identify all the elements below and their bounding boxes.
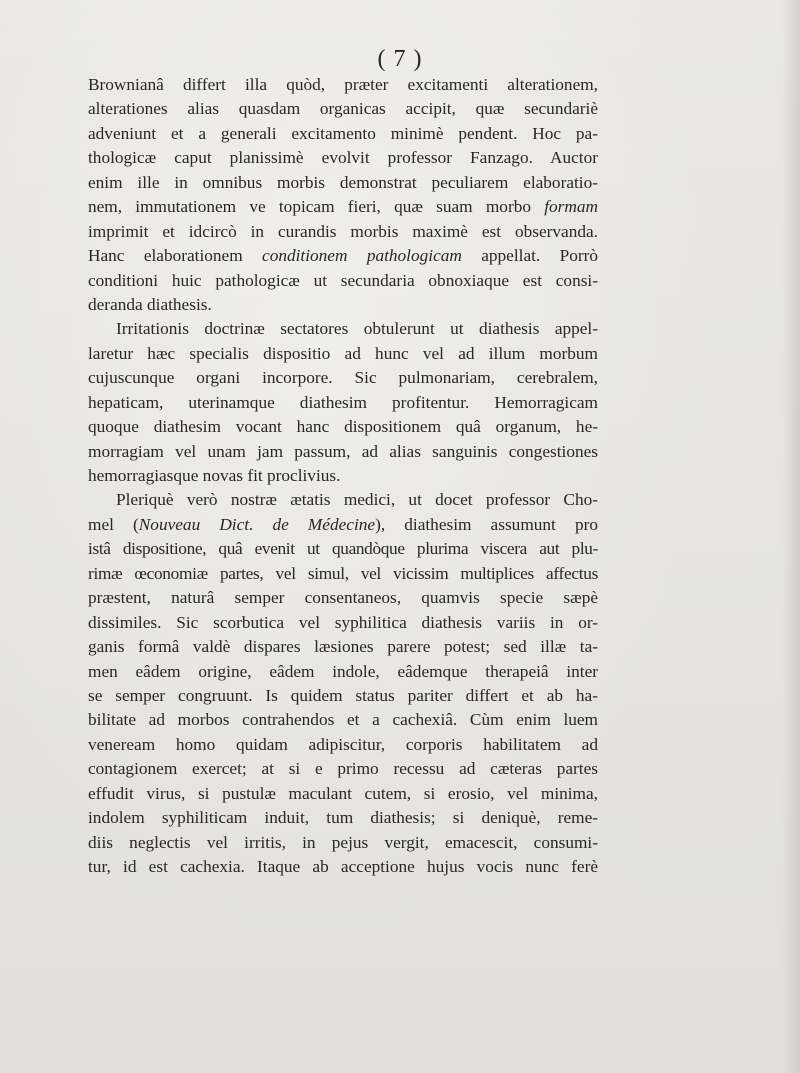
page-edge-shadow [782,0,800,1073]
text-run: mel ( [88,514,139,534]
page-number: ( 7 ) [377,46,423,72]
text-line [88,513,598,537]
text-line: alterationes alias quasdam organicas accipit, quæ secundariè [88,99,598,119]
text-line: conditioni huic pathologicæ ut secundaria obnoxiaque est consi- [88,270,598,290]
text-line: hemorragiasque novas fit proclivius. [88,466,341,485]
text-run: ), diathesim assumunt pro [375,514,598,534]
text-line: tur, id est cachexia. Itaque ab acceptione hujus vocis nunc ferè [88,857,598,876]
text-line: Irritationis doctrinæ sectatores obtulerunt ut diathesis appel- [116,319,598,339]
body-text [88,73,598,879]
text-line: hepaticam, uterinamque diathesim profitentur. Hemorragicam [88,392,598,412]
text-line: deranda diathesis. [88,294,212,314]
text-line: præstent, naturâ semper consentaneos, quamvis specie sæpè [88,588,598,608]
text-line: contagionem exercet; at si e primo recessu ad cæteras partes [88,759,598,779]
text-line [88,195,598,219]
text-line: rimæ œconomiæ partes, vel simul, vel vicissim multiplices affectus [88,563,598,583]
text-line: istâ dispositione, quâ evenit ut quandòque plurima viscera aut plu- [88,539,598,559]
text-line: adveniunt et a generali excitamento minimè pendent. Hoc pa- [88,123,598,143]
text-run: Hanc elaborationem [88,246,263,266]
text-line: laretur hæc specialis dispositio ad hunc vel ad illum morbum [88,343,598,363]
text-line: thologicæ caput planissimè evolvit professor Fanzago. Auctor [88,148,598,168]
text-line: enim ille in omnibus morbis demonstrat peculiarem elaboratio- [88,172,598,192]
text-line: dissimiles. Sic scorbutica vel syphilitica diathesis variis in or- [88,612,598,632]
text-line: cujuscunque organi incorpore. Sic pulmonariam, cerebralem, [88,368,598,388]
paragraph-1 [88,73,598,317]
text-line: Brownianâ differt illa quòd, præter excitamenti alterationem, [88,75,598,94]
text-line: morragiam vel unam jam passum, ad alias sanguinis congestiones [88,441,598,461]
text-line: quoque diathesim vocant hanc dispositionem quâ organum, he- [88,417,598,437]
text-line: ganis formâ valdè dispares læsiones parere potest; sed illæ ta- [88,637,598,657]
text-line: diis neglectis vel irritis, in pejus vergit, emacescit, consumi- [88,832,598,852]
text-line: bilitate ad morbos contrahendos et a cachexiâ. Cùm enim luem [88,710,598,730]
text-line: indolem syphiliticam induit, tum diathesis; si deniquè, reme- [88,808,598,828]
text-run: nem, immutationem ve topicam fieri, quæ suam morbo [88,197,545,217]
text-run: appellat. Porrò [461,246,598,266]
text-line: men eâdem origine, eâdem indole, eâdemque therapeiâ inter [88,661,598,681]
text-line: imprimit et idcircò in curandis morbis maximè est observanda. [88,221,598,241]
italic-citation: Nouveau Dict. de Médecine [138,514,376,534]
italic-term: formam [544,197,598,217]
text-line [88,244,598,268]
text-line: Pleriquè verò nostræ ætatis medici, ut docet professor Cho- [116,490,598,510]
text-line: se semper congruunt. Is quidem status pariter differt et ab ha- [88,685,598,705]
paragraph-3 [88,488,598,879]
text-line: veneream homo quidam adipiscitur, corporis habilitatem ad [88,734,598,754]
text-line: effudit virus, si pustulæ maculant cutem, si erosio, vel minima, [88,783,598,803]
paragraph-2 [88,317,598,488]
italic-term: conditionem pathologicam [262,246,462,266]
